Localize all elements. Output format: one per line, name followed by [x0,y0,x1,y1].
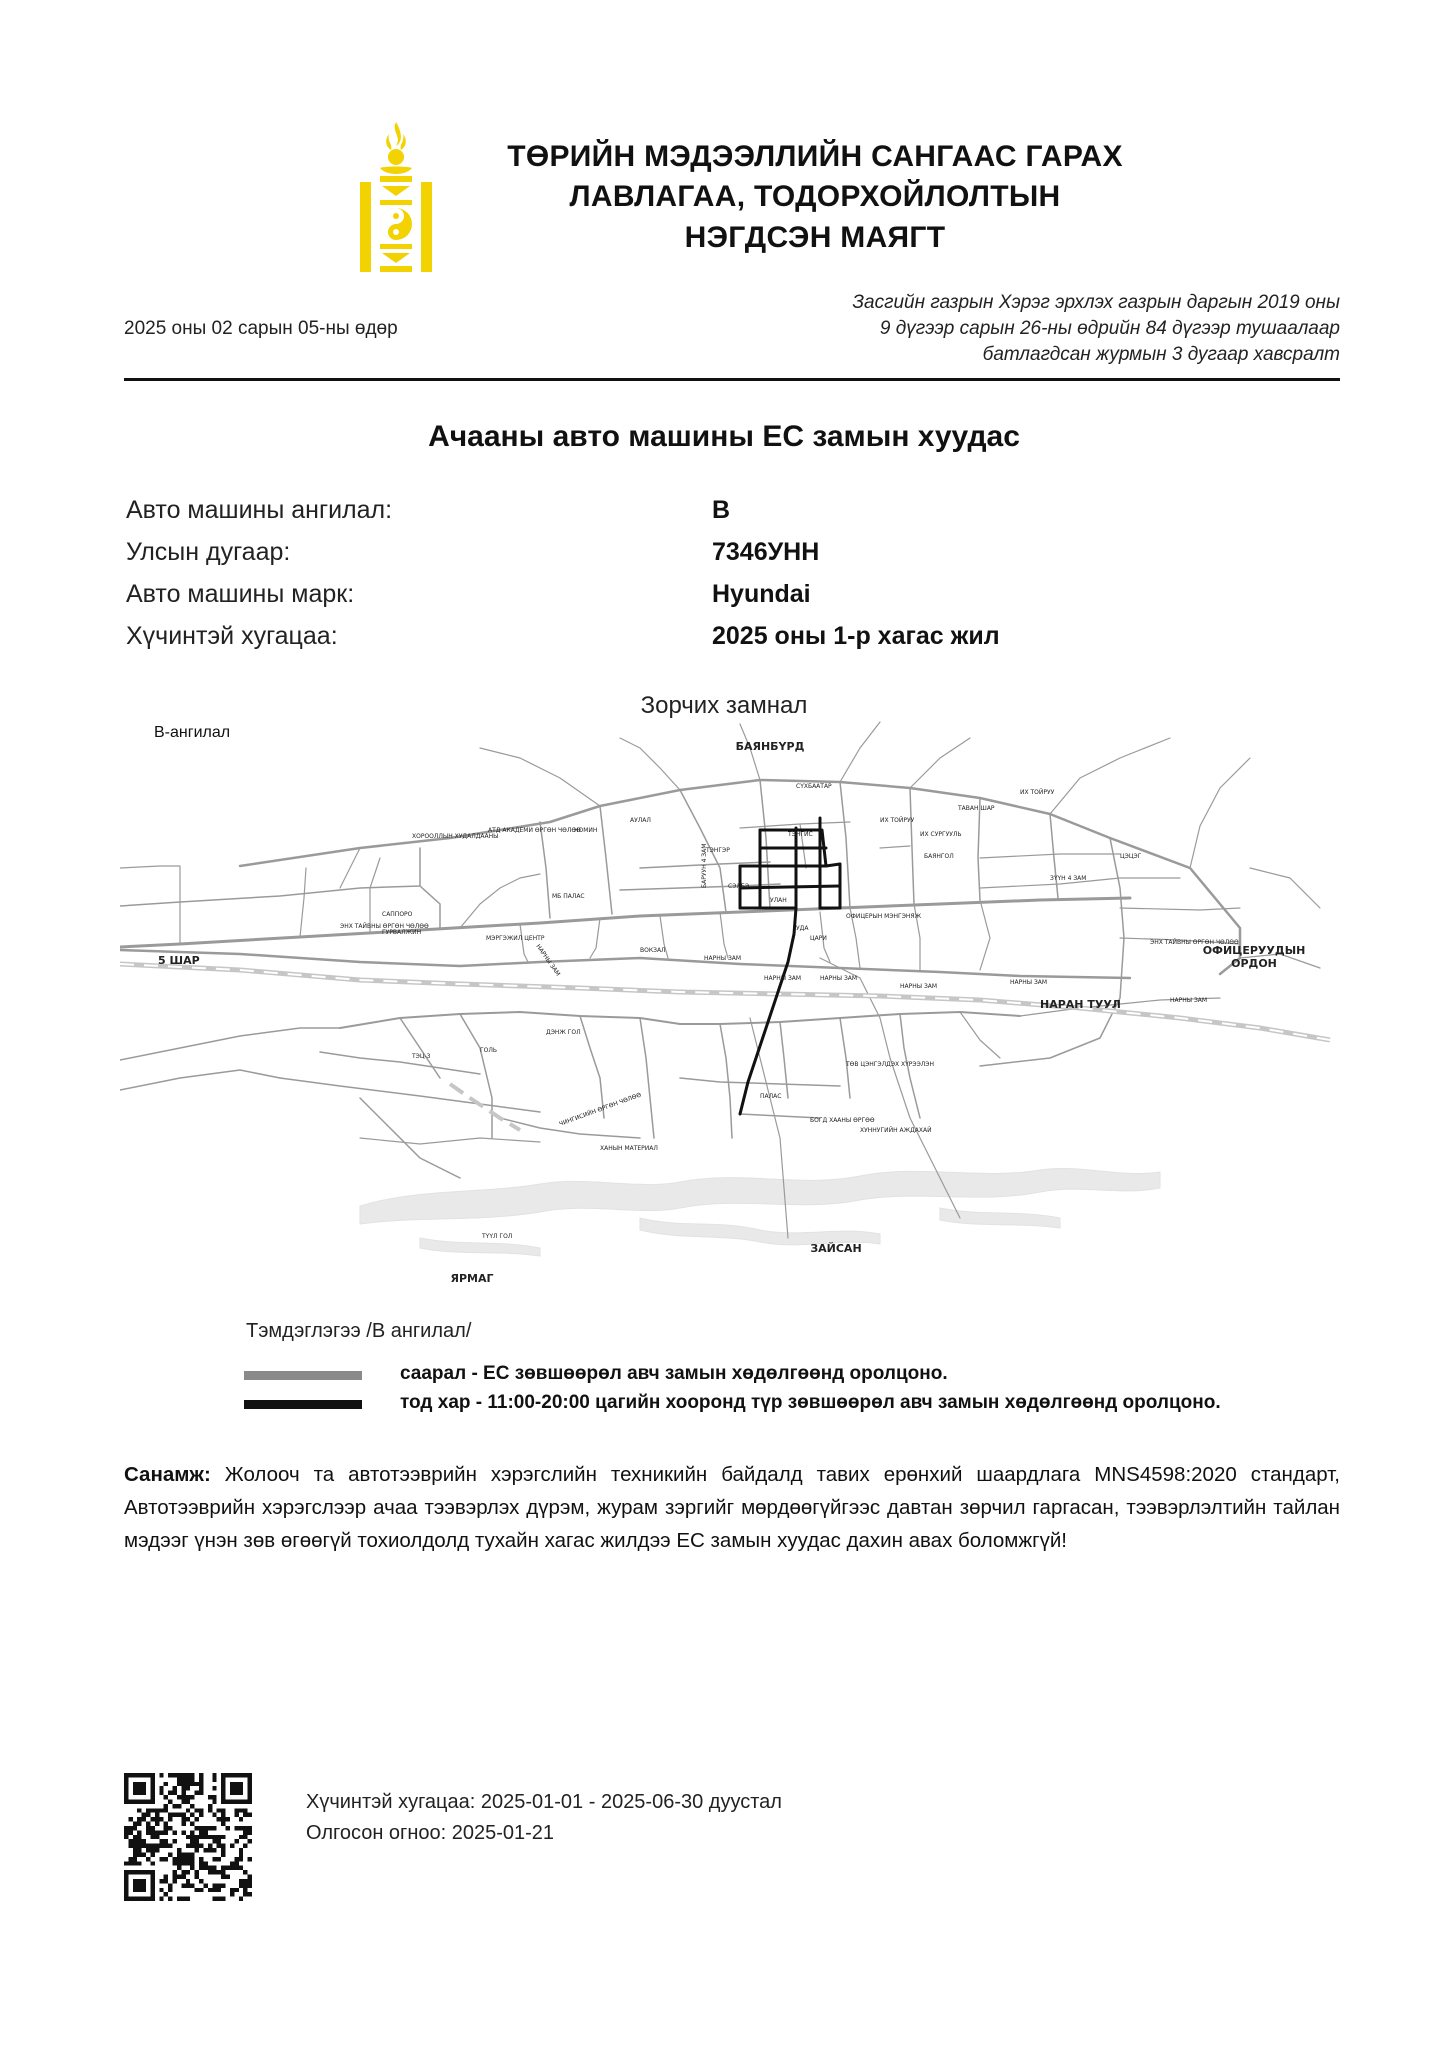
field-value-category: B [712,496,731,524]
field-label-plate: Улсын дугаар: [126,538,291,566]
header-title-line-2: ЛАВЛАГАА, ТОДОРХОЙЛОЛТЫН [569,180,1061,213]
map-label-officer-palace-2: ОРДОН [1231,957,1277,970]
river-area [360,1168,1160,1256]
map-street-label: МЭРГЭЖИЛ ЦЕНТР [486,935,545,942]
decree-line-1: Засгийн газрын Хэрэг эрхлэх газрын даргын 2019 оны [852,292,1340,313]
note-text: Жолооч та автотээврийн хэрэгслийн техникийн байдалд тавих ерөнхий шаардлага MNS4598:2020 стандарт, Автотээврийн хэрэгслээр ачаа тээвэрлэх дүрэм, журам зэргийг мөрдөөгүйгээс давтан зөрчил гаргасан, тээвэрлэлтийн тайлан мэдээг үнэн зөв өгөөгүй тохиолдолд тухайн хагас жилдээ ЕС замын хуудас дахин авах боломжгүй! [124,1463,1340,1552]
map-street-label: ГОЛЬ [480,1047,498,1054]
map-street-label: ГУРВАЛЖИН [382,929,422,936]
map-street-label: ОФИЦЕРЫН МЭНГЭНЯЖ [846,913,922,920]
map-street-label: ИХ ТОЙРУУ [1020,789,1055,796]
document-title: Ачааны авто машины ЕС замын хуудас [428,420,1020,453]
map-street-label: ТЭНГИС [788,831,813,838]
qr-code-icon [124,1773,252,1901]
map-street-label: НАРНЫ ЗАМ [704,955,742,962]
map-street-label: МБ ПАЛАС [552,893,585,900]
map-street-label: ПАЛАС [760,1093,782,1100]
map-street-label: СҮХБААТАР [796,783,832,790]
map-street-label: ХОРООЛЛЫН ХУДАЛДААНЫ [412,833,499,840]
map-street-label: ЦЭЦЭГ [1120,853,1142,860]
map-street-label: АУЛАЛ [630,817,651,824]
header-divider [124,378,1340,381]
map-street-label: БАРУУН 4 ЗАМ [701,843,708,888]
footer-validity: Хүчинтэй хугацаа: 2025-01-01 - 2025-06-30 дуустал [306,1791,782,1813]
map-street-label: УЛАН [770,897,787,904]
map-street-label: АТД АКАДЕМИ ӨРГӨН ЧӨЛӨӨ [488,827,581,834]
map-street-label: НАРНЫ ЗАМ [1010,979,1048,986]
map-label-naran-tuul: НАРАН ТУУЛ [1040,998,1121,1011]
map-street-label: НАРНЫ ЗАМ [900,983,938,990]
map-street-label: ИХ ТОЙРУУ [880,817,915,824]
map-label-5-shar: 5 ШАР [158,954,200,967]
footer-issued: Олгосон огноо: 2025-01-21 [306,1822,555,1844]
soyombo-emblem-icon [358,122,434,274]
map-label-bayanburd: БАЯНБҮРД [735,740,805,753]
field-value-plate: 7346УНН [712,538,820,566]
map-street-label: ЭНХ ТАЙВНЫ ӨРГӨН ЧӨЛӨӨ [1150,939,1239,946]
map-label-zaisan: ЗАЙСАН [810,1242,862,1255]
map-street-label: ТАВАН ШАР [958,805,995,812]
note-label: Санамж: [124,1463,211,1486]
map-street-label: ХАНЫН МАТЕРИАЛ [600,1145,658,1152]
map-street-label: УДА [796,925,809,932]
header-title-line-1: ТӨРИЙН МЭДЭЭЛЛИЙН САНГААС ГАРАХ [507,140,1123,173]
map-street-label: САППОРО [382,911,413,918]
legend-title: Тэмдэглэгээ /B ангилал/ [246,1320,472,1342]
map-street-label: ТЭЦ-3 [412,1053,431,1060]
map-street-label: ЦАРИ [810,935,827,942]
field-label-make: Авто машины марк: [126,580,355,608]
map-street-label: ТӨВ ЦЭНГЭЛДЭХ ХҮРЭЭЛЭН [846,1061,935,1068]
map-street-label: НОМИН [574,827,598,834]
map-street-label: БОГД ХААНЫ ӨРГӨӨ [810,1117,875,1124]
field-label-validity: Хүчинтэй хугацаа: [126,622,338,650]
map-street-label: НАРНЫ ЗАМ [764,975,802,982]
map-street-label: ТЭНГЭР [706,847,730,854]
map-label-officer-palace-1: ОФИЦЕРУУДЫН [1202,944,1306,957]
map-street-label: ЧИНГИСИЙН ӨРГӨН ЧӨЛӨӨ [558,1091,643,1128]
legend-gray-text: саарал - ЕС зөвшөөрөл авч замын хөдөлгөөнд оролцоно. [400,1363,948,1384]
map-street-label: ЗҮҮН 4 ЗАМ [1050,875,1087,882]
field-label-category: Авто машины ангилал: [126,496,393,524]
document-date: 2025 оны 02 сарын 05-ны өдөр [124,318,398,339]
field-value-make: Hyundai [712,580,811,608]
map-street-label: ХУННУГИЙН АЖДАХАЙ [860,1127,932,1134]
map-street-label: БАЯНГОЛ [924,853,954,860]
railway [120,964,1330,1130]
map-street-label: ВОКЗАЛ [640,947,666,954]
map-street-label: ТҮҮЛ ГОЛ [482,1233,513,1240]
note-paragraph [124,1458,1340,1557]
map-street-label: ДЭНЖ ГОЛ [546,1029,581,1036]
map-street-label: НАРНЫ ЗАМ [534,943,562,978]
map-street-label: НАРНЫ ЗАМ [820,975,858,982]
field-value-validity: 2025 оны 1-р хагас жил [712,622,1000,650]
map-label-yarmag: ЯРМАГ [450,1272,494,1285]
map-street-label: ИХ СУРГУУЛЬ [920,831,962,838]
decree-line-2: 9 дүгээр сарын 26-ны өдрийн 84 дүгээр тушаалаар [879,318,1340,339]
map-street-label: НАРНЫ ЗАМ [1170,997,1208,1004]
map-street-label: СЭЛБЭ [728,883,750,890]
map-class-label: B-ангилал [154,724,231,741]
legend-black-text: тод хар - 11:00-20:00 цагийн хооронд түр зөвшөөрөл авч замын хөдөлгөөнд оролцоно. [400,1392,1221,1413]
header-title-line-3: НЭГДСЭН МАЯГТ [684,221,946,254]
map-street-label: ЭНХ ТАЙВНЫ ӨРГӨН ЧӨЛӨӨ [340,923,429,930]
legend-gray-swatch [244,1371,362,1380]
legend-black-swatch [244,1400,362,1409]
decree-line-3: батлагдсан журмын 3 дугаар хавсралт [982,344,1340,365]
map-title: Зорчих замнал [640,692,808,719]
gray-road-network [120,722,1320,1238]
route-map [120,718,1340,1298]
